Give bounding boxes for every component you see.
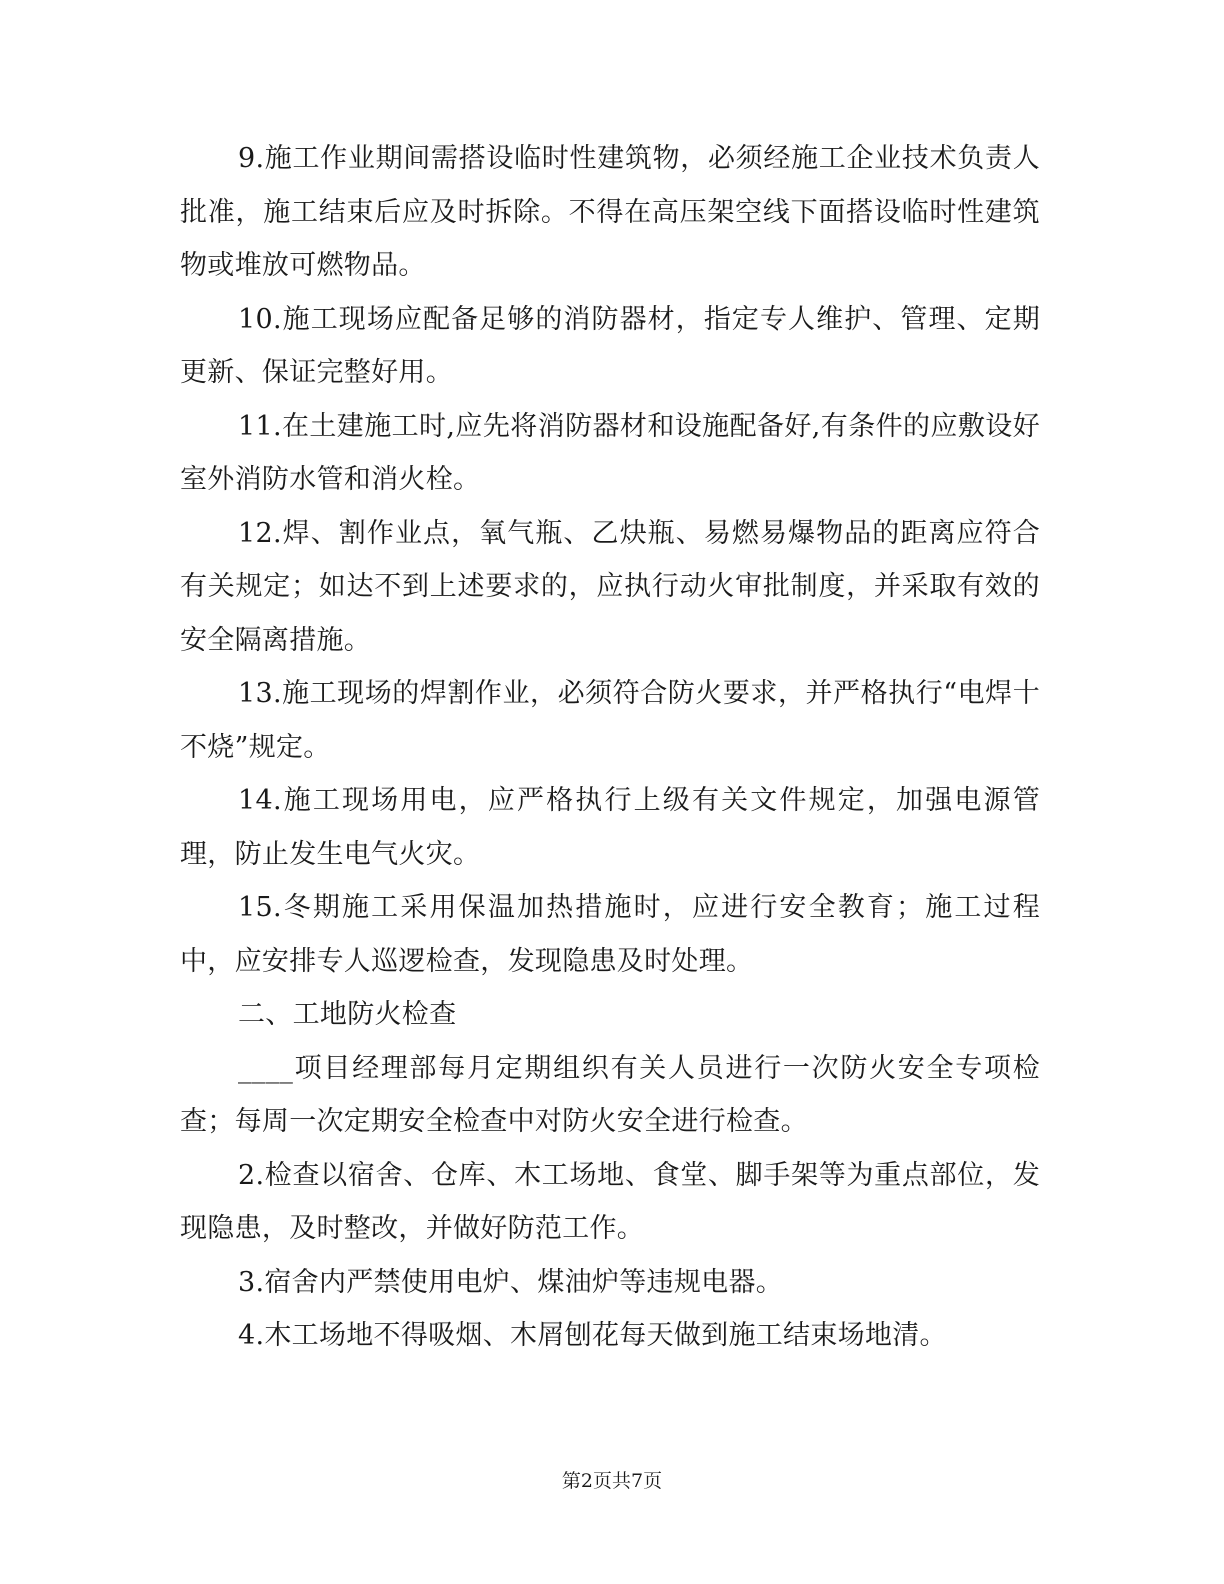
paragraph-11: 11.在土建施工时,应先将消防器材和设施配备好,有条件的应敷设好室外消防水管和消火栓。 — [180, 410, 1040, 495]
paragraph-14: 14.施工现场用电，应严格执行上级有关文件规定，加强电源管理，防止发生电气火灾。 — [180, 785, 1040, 870]
document-body — [180, 132, 1040, 1363]
paragraph-inspection-4: 4.木工场地不得吸烟、木屑刨花每天做到施工结束场地清。 — [238, 1320, 947, 1351]
paragraph-12: 12.焊、割作业点，氧气瓶、乙炔瓶、易燃易爆物品的距离应符合有关规定；如达不到上述要求的，应执行动火审批制度，并采取有效的安全隔离措施。 — [180, 517, 1040, 656]
paragraph-15: 15.冬期施工采用保温加热措施时，应进行安全教育；施工过程中，应安排专人巡逻检查，发现隐患及时处理。 — [180, 892, 1040, 977]
paragraph-13: 13.施工现场的焊割作业，必须符合防火要求，并严格执行“电焊十不烧”规定。 — [180, 678, 1040, 763]
paragraph-inspection-2: 2.检查以宿舍、仓库、木工场地、食堂、脚手架等为重点部位，发现隐患，及时整改，并做好防范工作。 — [180, 1159, 1040, 1244]
paragraph-9: 9.施工作业期间需搭设临时性建筑物，必须经施工企业技术负责人批准，施工结束后应及时拆除。不得在高压架空线下面搭设临时性建筑物或堆放可燃物品。 — [180, 143, 1040, 281]
paragraph-inspection-1: ____项目经理部每月定期组织有关人员进行一次防火安全专项检查；每周一次定期安全检查中对防火安全进行检查。 — [180, 1052, 1040, 1137]
paragraph-inspection-3: 3.宿舍内严禁使用电炉、煤油炉等违规电器。 — [238, 1266, 784, 1298]
page-footer: 第2页共7页 — [561, 1470, 663, 1492]
paragraph-10: 10.施工现场应配备足够的消防器材，指定专人维护、管理、定期更新、保证完整好用。 — [180, 303, 1040, 388]
section-heading-fire-inspection: 二、工地防火检查 — [238, 999, 457, 1030]
